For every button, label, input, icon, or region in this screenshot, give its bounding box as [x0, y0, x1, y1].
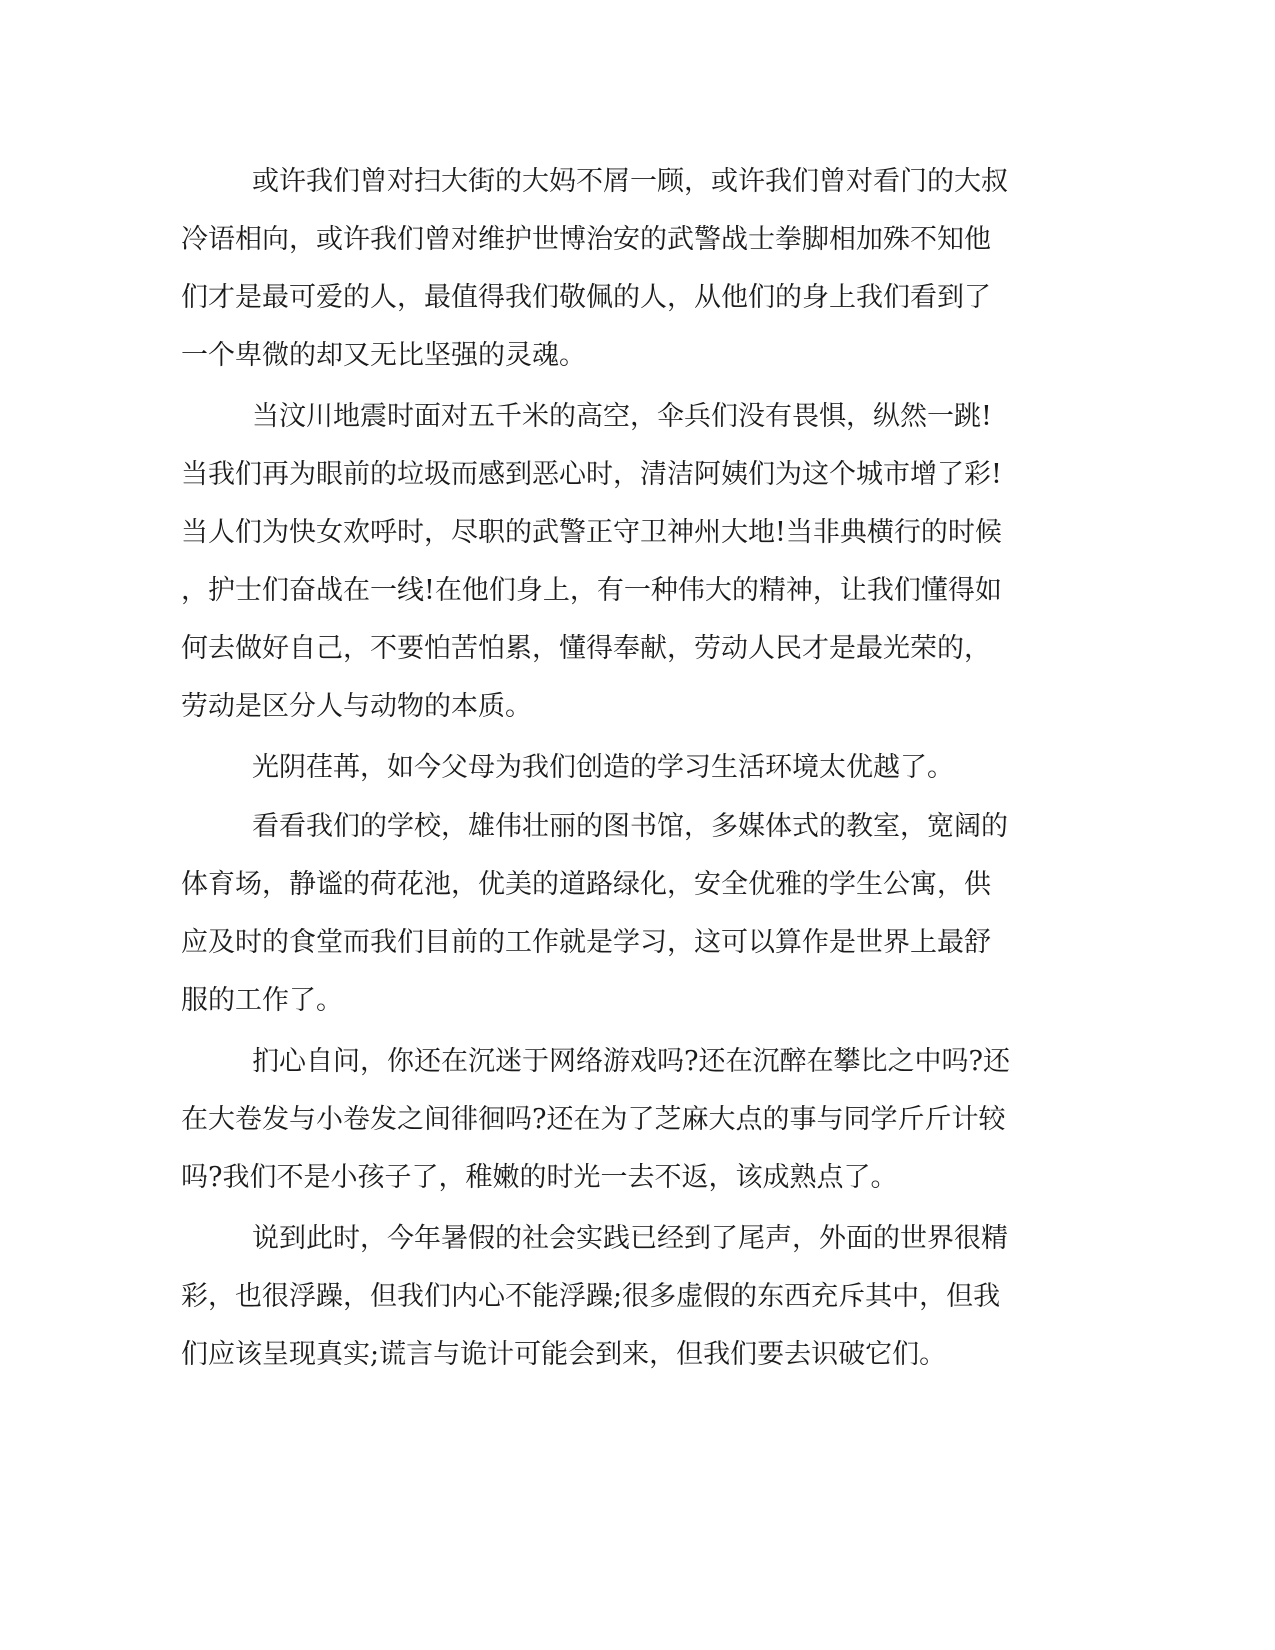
- text-line: 或许我们曾对扫大街的大妈不屑一顾，或许我们曾对看门的大叔: [252, 166, 1008, 197]
- text-line: 彩，也很浮躁，但我们内心不能浮躁;很多虚假的东西充斥其中，但我: [181, 1281, 1001, 1312]
- text-line: 扪心自问，你还在沉迷于网络游戏吗?还在沉醉在攀比之中吗?还: [252, 1046, 1010, 1077]
- text-line: 当人们为快女欢呼时，尽职的武警正守卫神州大地!当非典横行的时候: [181, 517, 1002, 548]
- text-line: 吗?我们不是小孩子了，稚嫩的时光一去不返，该成熟点了。: [181, 1162, 898, 1193]
- text-line: 看看我们的学校，雄伟壮丽的图书馆，多媒体式的教室，宽阔的: [252, 811, 1008, 842]
- text-line: 说到此时，今年暑假的社会实践已经到了尾声，外面的世界很精: [252, 1223, 1008, 1254]
- text-line: 当我们再为眼前的垃圾而感到恶心时，清洁阿姨们为这个城市增了彩!: [181, 459, 1002, 490]
- text-line: ，护士们奋战在一线!在他们身上，有一种伟大的精神，让我们懂得如: [181, 575, 1002, 606]
- text-line: 光阴荏苒，如今父母为我们创造的学习生活环境太优越了。: [252, 752, 954, 783]
- text-line: 何去做好自己，不要怕苦怕累，懂得奉献，劳动人民才是最光荣的，: [181, 633, 991, 664]
- text-line: 服的工作了。: [181, 985, 343, 1016]
- text-line: 们应该呈现真实;谎言与诡计可能会到来，但我们要去识破它们。: [181, 1339, 947, 1370]
- text-line: 在大卷发与小卷发之间徘徊吗?还在为了芝麻大点的事与同学斤斤计较: [181, 1104, 1006, 1135]
- text-line: 们才是最可爱的人，最值得我们敬佩的人，从他们的身上我们看到了: [181, 282, 991, 313]
- text-line: 当汶川地震时面对五千米的高空，伞兵们没有畏惧，纵然一跳!: [252, 401, 992, 432]
- text-line: 应及时的食堂而我们目前的工作就是学习，这可以算作是世界上最舒: [181, 927, 991, 958]
- text-line: 劳动是区分人与动物的本质。: [181, 691, 532, 722]
- text-line: 一个卑微的却又无比坚强的灵魂。: [181, 340, 586, 371]
- text-line: 体育场，静谧的荷花池，优美的道路绿化，安全优雅的学生公寓，供: [181, 869, 991, 900]
- text-line: 冷语相向，或许我们曾对维护世博治安的武警战士拳脚相加殊不知他: [181, 224, 991, 255]
